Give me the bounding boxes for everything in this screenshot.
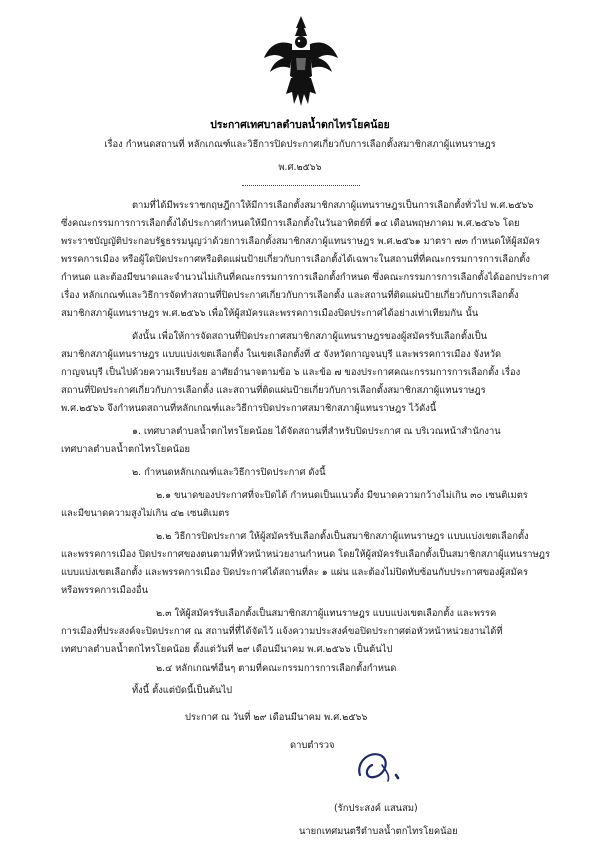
paragraph-line: ดังนั้น เพื่อให้การจัดสถานที่ปิดประกาศสมาชิกสภาผู้แทนราษฎรของผู้สมัครรับเลือกตั้งเป็น: [132, 331, 488, 342]
item-2-4-line: ๒.๔ หลักเกณฑ์อื่นๆ ตามที่คณะกรรมการการเลือกตั้งกำหนด: [156, 663, 397, 674]
item-2-2-line: หรือพรรคการเมืองอื่น: [61, 585, 148, 596]
effective-statement: ทั้งนี้ ตั้งแต่บัดนี้เป็นต้นไป: [132, 685, 233, 696]
paragraph-line: พ.ศ.๒๕๖๖ จึงกำหนดสถานที่หลักเกณฑ์และวิธีการปิดประกาศสมาชิกสภาผู้แทนราษฎร ไว้ดังนี้: [61, 403, 437, 414]
item-2-heading: ๒. กำหนดหลักเกณฑ์และวิธีการปิดประกาศ ดังนี้: [132, 467, 326, 478]
item-2-3-line: เทศบาลตำบลน้ำตกไทรโยคน้อย ตั้งแต่วันที่ ๒๙ เดือนมีนาคม พ.ศ.๒๕๖๖ เป็นต้นไป: [61, 644, 393, 655]
paragraph-line: ตามที่ได้มีพระราชกฤษฎีกาให้มีการเลือกตั้งสมาชิกสภาผู้แทนราษฎรเป็นการเลือกตั้งทั่วไป พ.ศ.๒๕๖๖: [132, 200, 534, 211]
garuda-emblem-icon: [262, 14, 340, 110]
item-2-1-line: และมีขนาดความสูงไม่เกิน ๔๒ เซนติเมตร: [61, 508, 230, 519]
paragraph-line: พรรคการเมือง หรือผู้ใดปิดประกาศหรือติดแผ่นป้ายเกี่ยวกับการเลือกตั้งได้เฉพาะในสถานที่ที่คณะกรรมการการเลือกตั้ง: [61, 254, 530, 265]
item-2-2-line: ๒.๒ วิธีการปิดประกาศ ให้ผู้สมัครรับเลือกตั้งเป็นสมาชิกสภาผู้แทนราษฎร แบบแบ่งเขตเลือกตั้ง: [156, 531, 529, 542]
item-2-2-line: แบบแบ่งเขตเลือกตั้ง และพรรคการเมือง ปิดประกาศได้สถานที่ละ ๑ แผ่น และต้องไม่ปิดทับซ้อนกับประกาศของผู้สมัคร: [61, 567, 529, 578]
signer-position: นายกเทศมนตรีตำบลน้ำตกไทรโยคน้อย: [299, 826, 458, 837]
item-2-1-line: ๒.๑ ขนาดของประกาศที่จะปิดได้ กำหนดเป็นแนวตั้ง มีขนาดความกว้างไม่เกิน ๓๐ เซนติเมตร: [156, 490, 528, 501]
rank-label: ดาบตำรวจ: [290, 740, 335, 751]
paragraph-line: ซึ่งคณะกรรมการการเลือกตั้งได้ประกาศกำหนดให้มีการเลือกตั้งในวันอาทิตย์ที่ ๑๔ เดือนพฤษภาคม พ.ศ.๒๕๖๖ โดย: [61, 218, 520, 229]
signer-name: (รักประสงค์ แสนสม): [334, 803, 418, 814]
signature-icon: [352, 745, 412, 785]
paragraph-line: สมาชิกสภาผู้แทนราษฎร พ.ศ.๒๕๖๖ เพื่อให้ผู้สมัครและพรรคการเมืองปิดประกาศได้อย่างเท่าเทียมกัน นั้น: [61, 308, 479, 319]
paragraph-line: กาญจนบุรี เป็นไปด้วยความเรียบร้อย อาศัยอำนาจตามข้อ ๖ และข้อ ๗ ของประกาศคณะกรรมการการเลือกตั้ง เรื่อง: [61, 367, 521, 378]
announcement-date: ประกาศ ณ วันที่ ๒๙ เดือนมีนาคม พ.ศ.๒๕๖๖: [185, 712, 368, 723]
item-2-2-line: และพรรคการเมือง ปิดประกาศของตนตามที่หัวหน้าหน่วยงานกำหนด โดยให้ผู้สมัครรับเลือกตั้งเป็นสมาชิกสภาผู้แทนราษฎร: [61, 549, 551, 560]
item-2-3-line: การเมืองที่ประสงค์จะปิดประกาศ ณ สถานที่ที่ได้จัดไว้ แจ้งความประสงค์ขอปิดประกาศต่อหัวหน้าหน่วยงานได้ที่: [61, 626, 503, 637]
item-2-3-line: ๒.๓ ให้ผู้สมัครรับเลือกตั้งเป็นสมาชิกสภาผู้แทนราษฎร แบบแบ่งเขตเลือกตั้ง และพรรค: [156, 608, 497, 619]
separator-line: [242, 185, 360, 186]
paragraph-line: สถานที่ปิดประกาศเกี่ยวกับการเลือกตั้ง และสถานที่ติดแผ่นป้ายเกี่ยวกับการเลือกตั้งสมาชิกสภาผู้แทนราษฎร: [61, 385, 486, 396]
paragraph-line: เรื่อง หลักเกณฑ์และวิธีการจัดทำสถานที่ปิดประกาศเกี่ยวกับการเลือกตั้ง และสถานที่ติดแผ่นป้ายเกี่ยวกับการเลือกตั้ง: [61, 290, 519, 301]
document-subject: เรื่อง กำหนดสถานที่ หลักเกณฑ์และวิธีการปิดประกาศเกี่ยวกับการเลือกตั้งสมาชิกสภาผู้แทนราษฎร: [104, 139, 496, 150]
document-year: พ.ศ.๒๕๖๖: [278, 162, 322, 173]
document-title: ประกาศเทศบาลตำบลน้ำตกไทรโยคน้อย: [210, 119, 390, 131]
paragraph-line: กำหนด และต้องมีขนาดและจำนวนไม่เกินที่คณะกรรมการการเลือกตั้งกำหนด ซึ่งคณะกรรมการการเลือกตั้งได้ออกประกาศ: [61, 272, 549, 283]
item-1-line: เทศบาลตำบลน้ำตกไทรโยคน้อย: [61, 444, 191, 455]
paragraph-line: สมาชิกสภาผู้แทนราษฎร แบบแบ่งเขตเลือกตั้ง ในเขตเลือกตั้งที่ ๕ จังหวัดกาญจนบุรี และพรรคการเมือง จังหวัด: [61, 349, 502, 360]
paragraph-line: พระราชบัญญัติประกอบรัฐธรรมนูญว่าด้วยการเลือกตั้งสมาชิกสภาผู้แทนราษฎร พ.ศ.๒๕๖๑ มาตรา ๗๓ กำหนดให้ผู้สมัคร: [61, 236, 540, 247]
item-1-line: ๑. เทศบาลตำบลน้ำตกไทรโยคน้อย ได้จัดสถานที่สำหรับปิดประกาศ ณ บริเวณหน้าสำนักงาน: [132, 426, 501, 437]
